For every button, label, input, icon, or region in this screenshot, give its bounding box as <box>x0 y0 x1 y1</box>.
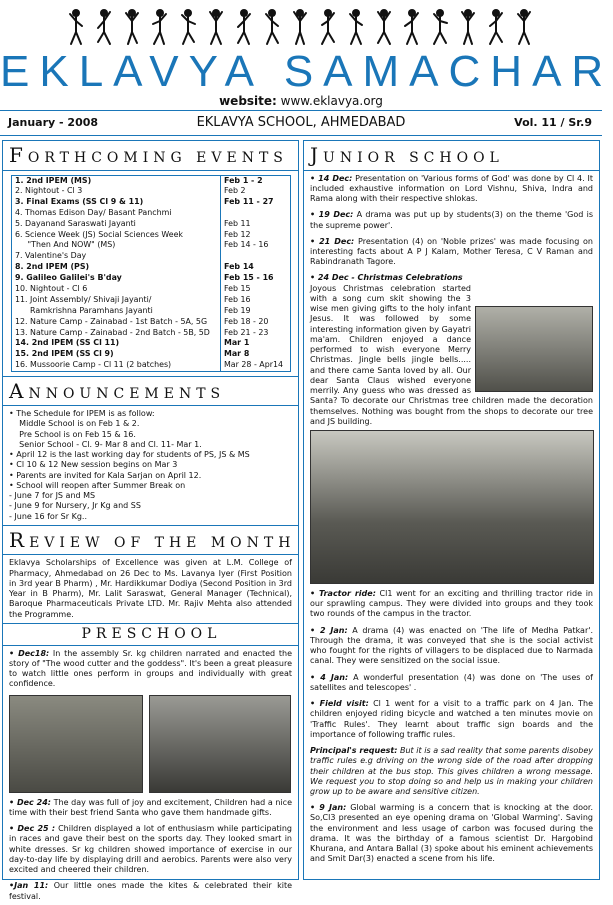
event-date: Feb 2 <box>221 186 291 197</box>
event-date: Feb 14 - 16 <box>221 240 291 251</box>
announcement-line: Pre School is on Feb 15 & 16. <box>9 429 136 439</box>
junior-14dec: • 14 Dec: Presentation on 'Various forms of God' was done by Cl 4. It included exhaustive information on Lord Vishnu, Shiva, Indra and Rama along with their respective shlokas. <box>310 173 593 204</box>
review-text: Eklavya Scholarships of Excellence was given at L.M. College of Pharmacy, Ahmedabad on 26 Dec to Ms. Lavanya Iyer (First Position in 3rd year B Pharm) , Mr. Hardikkumar Dodiya (Second Position in 3rd Year in B Pharm), Mr. Lalit Saraswat, General Manager (Technical), Baroque Pharmaceuticals Private LTD. Mr. Rajiv Mehta also attended the Programme. <box>9 558 292 619</box>
junior-school-heading: JUNIOR SCHOOL <box>304 141 599 171</box>
junior-4jan: • 4 Jan: A wonderful presentation (4) was done on 'The uses of satellites and telescopes' . <box>310 672 593 692</box>
event-date: Feb 19 <box>221 306 291 317</box>
events-table <box>11 175 291 372</box>
event-name: 12. Nature Camp - Zainabad - 1st Batch - 5A, 5G <box>15 316 208 326</box>
event-row <box>12 175 291 186</box>
junior-field-visit: • Field visit: Cl 1 went for a visit to a traffic park on 4 Jan. The children enjoyed riding bicycle and watched a ten minutes movie on 'Traffic Rules'. They learnt about traffic sign boards and the importance of following traffic rules. <box>310 699 593 739</box>
event-name: 14. 2nd IPEM (SS Cl 11) <box>15 338 120 348</box>
event-row <box>12 306 291 317</box>
junior-21dec: • 21 Dec: Presentation (4) on 'Noble prizes' was made focusing on interesting facts about A P J Kalam, Mother Teresa, C V Raman and Rabindranath Tagore. <box>310 236 594 267</box>
masthead <box>0 0 613 112</box>
event-name: 1. 2nd IPEM (MS) <box>15 175 92 185</box>
event-row <box>12 360 291 371</box>
event-date: Feb 11 - 27 <box>221 197 291 208</box>
event-name: 5. Dayanand Saraswati Jayanti <box>15 218 136 228</box>
event-name: 8. 2nd IPEM (PS) <box>15 262 90 272</box>
website-label: website: <box>219 94 277 108</box>
event-date <box>221 251 291 262</box>
event-name: 15. 2nd IPEM (SS Cl 9) <box>15 349 114 359</box>
announcement-line: Middle School is on Feb 1 & 2. <box>9 419 140 429</box>
event-name: 6. Science Week (JS) Social Sciences Week <box>15 229 183 239</box>
event-date: Feb 12 <box>221 230 291 241</box>
preschool-heading: PRESCHOOL <box>3 623 298 646</box>
event-row <box>12 328 291 339</box>
event-row <box>12 197 291 208</box>
school-name: EKLAVYA SCHOOL, AHMEDABAD <box>196 115 406 130</box>
announcement-line: • Cl 10 & 12 New session begins on Mar 3 <box>9 460 178 470</box>
event-row <box>12 230 291 241</box>
announcements-heading: ANNOUNCEMENTS <box>3 376 298 407</box>
christmas-group-photo-wrap <box>304 430 599 586</box>
event-row <box>12 240 291 251</box>
event-row <box>12 186 291 197</box>
forthcoming-events-heading: FORTHCOMING EVENTS <box>3 141 298 171</box>
preschool-photos <box>3 693 298 795</box>
preschool-dec18: • Dec18: In the assembly Sr. kg children narrated and enacted the story of "The wood cutter and the goddess". It's been a great pleasure to watch little ones perform in groups and individually with great confidence. <box>9 648 292 689</box>
event-row <box>12 251 291 262</box>
website-link[interactable]: www.eklavya.org <box>280 94 383 108</box>
announcement-line: - June 7 for JS and MS <box>9 491 96 501</box>
announcement-line: - June 16 for Sr Kg.. <box>9 511 87 521</box>
website-line <box>0 94 602 109</box>
dancing-figures-icon <box>62 8 542 46</box>
preschool-dec24: • Dec 24: The day was full of joy and excitement, Children had a nice time with their best friend Santa who gave them handmade gifts. <box>9 797 293 817</box>
event-date: Feb 14 <box>221 262 291 273</box>
event-date: Feb 15 - 16 <box>221 273 291 284</box>
junior-9jan: • 9 Jan: Global warming is a concern that is knocking at the door. So,Cl3 presented an eye opening drama on 'Global Warming'. Saving the environment and less usage of carbon was focused during the drama. It was the birthday of a famous scientist Dr. Hargobind Khurana, and Antara Ballal (3) spoke about his eminent achievements and Smit Dar(3) enacted a scene from his life. <box>310 803 593 864</box>
event-date <box>221 208 291 219</box>
event-date: Feb 1 - 2 <box>221 175 291 186</box>
issue-volume: Vol. 11 / Sr.9 <box>514 116 592 129</box>
event-date: Feb 16 <box>221 295 291 306</box>
christmas-dance-photo <box>475 306 593 392</box>
event-date: Feb 21 - 23 <box>221 328 291 339</box>
review-heading: REVIEW OF THE MONTH <box>3 525 298 556</box>
junior-tractor-ride: • Tractor ride: Cl1 went for an exciting and thrilling tractor ride in our sprawling campus. They were divided into groups and they took two rounds of the campus in the tractor. <box>310 588 593 619</box>
event-name: 4. Thomas Edison Day/ Basant Panchmi <box>15 207 172 217</box>
principals-request: Principal's request: But it is a sad reality that some parents disobey traffic rules e.g driving on the wrong side of the road after dropping their children at the bus stop. This gives children a wrong message. We request you to stop doing so and help us in making your children grow up to be aware and sensitive citizen. <box>310 746 593 796</box>
preschool-photo-santa <box>149 695 291 793</box>
newsletter-title: EKLAVYA SAMACHAR <box>0 47 613 96</box>
event-name: 10. Nightout - Cl 6 <box>15 284 88 293</box>
event-name: 2. Nightout - Cl 3 <box>15 185 83 195</box>
event-row <box>12 208 291 219</box>
event-date: Mar 8 <box>221 349 291 360</box>
event-row <box>12 349 291 360</box>
event-date: Feb 18 - 20 <box>221 317 291 328</box>
event-name: Ramkrishna Paramhans Jayanti <box>15 305 153 315</box>
left-column <box>2 140 299 901</box>
issue-info-bar <box>0 110 602 136</box>
junior-24dec: • 24 Dec - Christmas Celebrations Joyous Christmas celebration started with a song cum skit showing the 3 wise men giving gifts to the holy infant Jesus. It was followed by some interesting information given by Gayatri ma'am. Children enjoyed a dance performed to wish everyone Merry Christmas. Jingle bells jingle bells..... and there came Santa loved by all. Our dear Santa Claus wished everyone merrily. Any guess who was dressed as Santa? To decorate our Christmas tree children made the decoration themselves. Nothing was bought from the shops to decorate our tree and JS building. <box>310 273 593 426</box>
preschool-photo-play <box>9 695 143 793</box>
announcements-list <box>3 406 298 525</box>
issue-date: January - 2008 <box>8 116 99 129</box>
junior-19dec: • 19 Dec: A drama was put up by students(3) on the theme 'God is the supreme power'. <box>310 210 594 230</box>
event-date: Mar 28 - Apr14 <box>221 360 291 371</box>
event-name: 13. Nature Camp - Zainabad - 2nd Batch - 5B, 5D <box>15 327 210 337</box>
christmas-group-photo <box>310 430 594 584</box>
event-name: 11. Joint Assembly/ Shivaji Jayanti/ <box>15 294 152 304</box>
event-name: 16. Mussoorie Camp - Cl 11 (2 batches) <box>15 360 172 370</box>
preschool-dec25: • Dec 25 : Children displayed a lot of enthusiasm while participating in races and gave their best on the sports day. They looked smart in white dresses. Sr kg children showed importance of exercise in our day-to-day life by displaying drill and aerobics. Parents were also very excited and cheered their children. <box>9 824 292 875</box>
announcement-line: Senior School - Cl. 9- Mar 8 and Cl. 11- Mar 1. <box>9 439 202 449</box>
event-name: 9. Galileo Galilei's B'day <box>15 273 122 283</box>
announcement-line: - June 9 for Nursery, Jr Kg and SS <box>9 501 141 511</box>
event-row <box>12 284 291 295</box>
event-date: Mar 1 <box>221 338 291 349</box>
event-name: 7. Valentine's Day <box>15 251 87 261</box>
event-row <box>12 262 291 273</box>
right-column <box>303 140 600 880</box>
event-date: Feb 15 <box>221 284 291 295</box>
event-row <box>12 219 291 230</box>
announcement-line: • April 12 is the last working day for students of PS, JS & MS <box>9 450 250 460</box>
event-name: 3. Final Exams (SS Cl 9 & 11) <box>15 196 144 206</box>
event-row <box>12 317 291 328</box>
event-date: Feb 11 <box>221 219 291 230</box>
preschool-jan11: •Jan 11: Our little ones made the kites & celebrated their kite festival. <box>9 881 292 901</box>
announcement-line: • The Schedule for IPEM is as follow: <box>9 409 155 419</box>
event-row <box>12 295 291 306</box>
junior-2jan: • 2 Jan: A drama (4) was enacted on 'The life of Medha Patkar'. Through the drama, it was conveyed that she is the social activist who fought for the rights of villagers to be displaced due to Narmada canal. They were sensitized on the social issue. <box>310 625 593 666</box>
event-row <box>12 338 291 349</box>
announcement-line: • School will reopen after Summer Break on <box>9 480 186 490</box>
announcement-line: • Parents are invited for Kala Sarjan on April 12. <box>9 470 202 480</box>
event-name: "Then And NOW" (MS) <box>15 240 116 250</box>
event-row <box>12 273 291 284</box>
